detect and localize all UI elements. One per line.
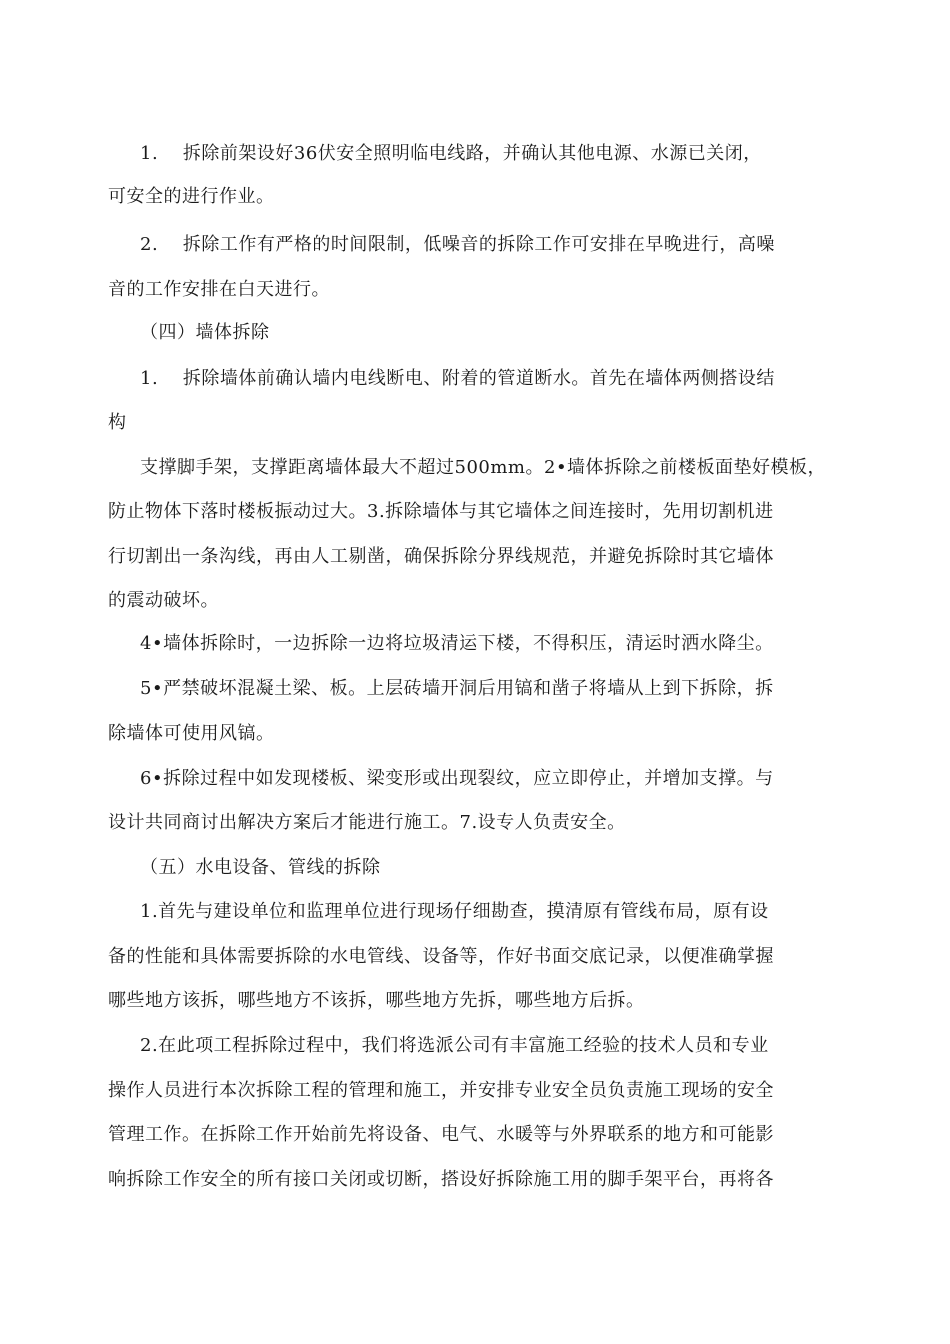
- text-line: 1. 拆除墙体前确认墙内电线断电、附着的管道断水。首先在墙体两侧搭设结: [140, 368, 775, 389]
- text-line: 防止物体下落时楼板振动过大。3.拆除墙体与其它墙体之间连接时，先用切割机进: [108, 501, 774, 522]
- text-line: 5•严禁破坏混凝土梁、板。上层砖墙开洞后用镐和凿子将墙从上到下拆除，拆: [140, 678, 774, 699]
- text-line: 1. 拆除前架设好36伏安全照明临电线路，并确认其他电源、水源已关闭，: [140, 143, 762, 164]
- text-line: 1.首先与建设单位和监理单位进行现场仔细勘查，摸清原有管线布局，原有设: [140, 901, 769, 922]
- text-line: 4•墙体拆除时，一边拆除一边将垃圾清运下楼，不得积压，清运时洒水降尘。: [140, 633, 774, 654]
- section-heading: （四）墙体拆除: [140, 322, 270, 343]
- text-line: 可安全的进行作业。: [108, 186, 275, 207]
- text-line: 响拆除工作安全的所有接口关闭或切断，搭设好拆除施工用的脚手架平台，再将各: [108, 1169, 774, 1190]
- text-line: 除墙体可使用风镐。: [108, 723, 275, 744]
- text-line: 操作人员进行本次拆除工程的管理和施工，并安排专业安全员负责施工现场的安全: [108, 1080, 774, 1101]
- text-line: 支撑脚手架，支撑距离墙体最大不超过500mm。2•墙体拆除之前楼板面垫好模板，: [140, 457, 827, 478]
- text-line: 备的性能和具体需要拆除的水电管线、设备等，作好书面交底记录，以便准确掌握: [108, 946, 774, 967]
- text-line: 行切割出一条沟线，再由人工剔凿，确保拆除分界线规范，并避免拆除时其它墙体: [108, 546, 774, 567]
- text-line: 哪些地方该拆，哪些地方不该拆，哪些地方先拆，哪些地方后拆。: [108, 990, 645, 1011]
- text-line: 音的工作安排在白天进行。: [108, 279, 330, 300]
- text-line: 的震动破坏。: [108, 590, 219, 611]
- text-line: 6•拆除过程中如发现楼板、梁变形或出现裂纹，应立即停止，并增加支撑。与: [140, 768, 774, 789]
- text-line: 2.在此项工程拆除过程中，我们将选派公司有丰富施工经验的技术人员和专业: [140, 1035, 769, 1056]
- text-line: 设计共同商讨出解决方案后才能进行施工。7.设专人负责安全。: [108, 812, 626, 833]
- text-line: 管理工作。在拆除工作开始前先将设备、电气、水暖等与外界联系的地方和可能影: [108, 1124, 774, 1145]
- text-line: 构: [108, 412, 127, 433]
- section-heading: （五）水电设备、管线的拆除: [140, 857, 381, 878]
- text-line: 2. 拆除工作有严格的时间限制，低噪音的拆除工作可安排在早晚进行，高噪: [140, 234, 775, 255]
